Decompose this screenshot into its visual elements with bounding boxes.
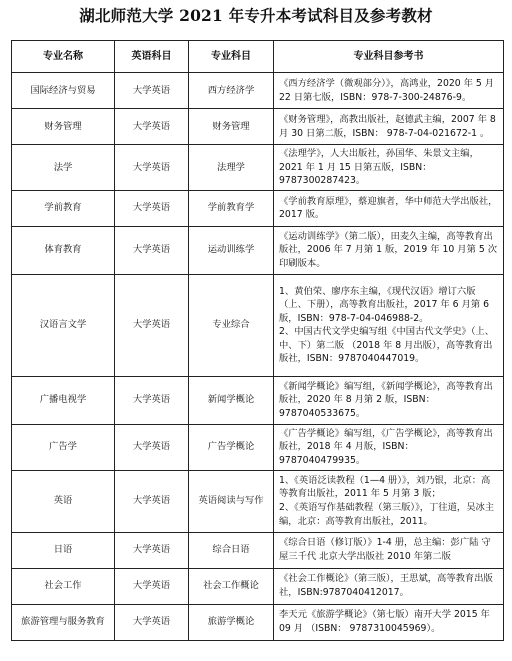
reference-book-entry: 2、《英语写作基础教程（第三版）》，丁往道，吴冰主编，北京：高等教育出版社，2011。	[279, 502, 495, 527]
table-row	[12, 145, 504, 191]
english-subject-cell: 大学英语	[115, 274, 189, 376]
english-subject-cell: 大学英语	[115, 604, 189, 640]
reference-book-entry: 《综合日语（修订版）》1-4 册，总主编：彭广陆 守屋三千代 北京大学出版社 2010 年第二版	[279, 537, 491, 563]
english-subject-cell: 大学英语	[115, 532, 189, 568]
major-cell: 广播电视学	[12, 376, 115, 424]
reference-book-entry: 1、《英语泛读教程（1—4 册）》，刘乃银，北京：高等教育出版社，2011 年 5 月第 3 版；	[279, 474, 491, 500]
table-row	[12, 470, 504, 532]
reference-book-entry: 《新闻学概论》编写组，《新闻学概论》，高等教育出版社，2020 年 8 月第 2 版，ISBN：9787040533675。	[279, 380, 493, 420]
exam-subjects-table	[11, 40, 504, 641]
major-subject-cell: 综合日语	[189, 532, 274, 568]
major-subject-cell: 财务管理	[189, 109, 274, 145]
table-row	[12, 532, 504, 568]
table-row	[12, 604, 504, 640]
table-header-row	[12, 41, 504, 73]
major-cell: 国际经济与贸易	[12, 73, 115, 109]
major-subject-cell: 西方经济学	[189, 73, 274, 109]
reference-book-entry: 李天元《旅游学概论》（第七版）南开大学 2015 年 09 月 （ISBN： 9787310045969）。	[279, 609, 490, 635]
table-row	[12, 424, 504, 470]
table-row	[12, 73, 504, 109]
major-cell: 广告学	[12, 424, 115, 470]
reference-books-cell	[274, 532, 504, 568]
major-cell: 学前教育	[12, 190, 115, 226]
major-subject-cell: 法理学	[189, 145, 274, 191]
reference-books-cell	[274, 226, 504, 274]
reference-books-cell	[274, 145, 504, 191]
reference-books-cell	[274, 376, 504, 424]
english-subject-cell: 大学英语	[115, 568, 189, 604]
reference-books-cell	[274, 470, 504, 532]
reference-book-entry: 《运动训练学》（第二版），田麦久主编，高等教育出版社，2006 年 7 月第 1 版，2019 年 10 月第 5 次印刷版本。	[279, 230, 498, 270]
table-row	[12, 190, 504, 226]
english-subject-cell: 大学英语	[115, 424, 189, 470]
reference-book-entry: 1、黄伯荣、廖序东主编，《现代汉语》增订六版（上、下册），高等教育出版社，2017 年 6 月第 6 版，ISBN：978-7-04-046988-2。	[279, 285, 490, 324]
english-subject-cell: 大学英语	[115, 109, 189, 145]
major-subject-cell: 广告学概论	[189, 424, 274, 470]
major-subject-cell: 新闻学概论	[189, 376, 274, 424]
table-row	[12, 568, 504, 604]
reference-book-entry: 《学前教育原理》，蔡迎旗者，华中师范大学出版社，2017 版。	[279, 195, 498, 221]
header-english-subject: 英语科目	[115, 41, 189, 73]
english-subject-cell: 大学英语	[115, 73, 189, 109]
table-row	[12, 226, 504, 274]
major-cell: 法学	[12, 145, 115, 191]
major-subject-cell: 运动训练学	[189, 226, 274, 274]
header-major: 专业名称	[12, 41, 115, 73]
major-subject-cell: 旅游学概论	[189, 604, 274, 640]
table-row	[12, 109, 504, 145]
reference-books-cell	[274, 274, 504, 376]
table-row	[12, 376, 504, 424]
major-cell: 英语	[12, 470, 115, 532]
table-row	[12, 274, 504, 376]
reference-book-entry: 《财务管理》，高教出版社，赵德武主编，2007 年 8 月 30 日第二版，ISBN： 978-7-04-021672-1 。	[279, 113, 496, 139]
reference-books-cell	[274, 73, 504, 109]
major-subject-cell: 社会工作概论	[189, 568, 274, 604]
english-subject-cell: 大学英语	[115, 190, 189, 226]
header-reference-books: 专业科目参考书	[274, 41, 504, 73]
reference-book-entry: 《西方经济学（微观部分）》，高鸿业，2020 年 5 月 22 日第七版，ISBN：978-7-300-24876-9。	[279, 77, 495, 103]
reference-book-entry: 《社会工作概论》（第三版），王思斌，高等教育出版社，ISBN:9787040412017。	[279, 573, 493, 599]
page-title: 湖北师范大学 2021 年专升本考试科目及参考教材	[79, 6, 433, 25]
major-cell: 汉语言文学	[12, 274, 115, 376]
reference-book-entry: 《广告学概论》编写组，《广告学概论》，高等教育出版社，2018 年 4 月版，ISBN：9787040479935。	[279, 427, 493, 466]
reference-books-cell	[274, 424, 504, 470]
reference-books-cell	[274, 190, 504, 226]
header-major-subject: 专业科目	[189, 41, 274, 73]
english-subject-cell: 大学英语	[115, 376, 189, 424]
reference-book-entry: 《法理学》，人大出版社，孙国华、朱景文主编，2021 年 1 月 15 日第五版，ISBN：9787300287423。	[279, 148, 479, 187]
reference-books-cell	[274, 604, 504, 640]
english-subject-cell: 大学英语	[115, 145, 189, 191]
major-subject-cell: 专业综合	[189, 274, 274, 376]
major-subject-cell: 英语阅读与写作	[189, 470, 274, 532]
major-cell: 旅游管理与服务教育	[12, 604, 115, 640]
major-cell: 体育教育	[12, 226, 115, 274]
reference-books-cell	[274, 568, 504, 604]
reference-book-entry: 2、中国古代文学史编写组《中国古代文学史》（上、中、下）第二版 （2018 年 8 月出版），高等教育出版社，ISBN：9787040447019。	[279, 326, 495, 365]
major-cell: 日语	[12, 532, 115, 568]
major-cell: 社会工作	[12, 568, 115, 604]
reference-books-cell	[274, 109, 504, 145]
english-subject-cell: 大学英语	[115, 226, 189, 274]
major-cell: 财务管理	[12, 109, 115, 145]
major-subject-cell: 学前教育学	[189, 190, 274, 226]
english-subject-cell: 大学英语	[115, 470, 189, 532]
